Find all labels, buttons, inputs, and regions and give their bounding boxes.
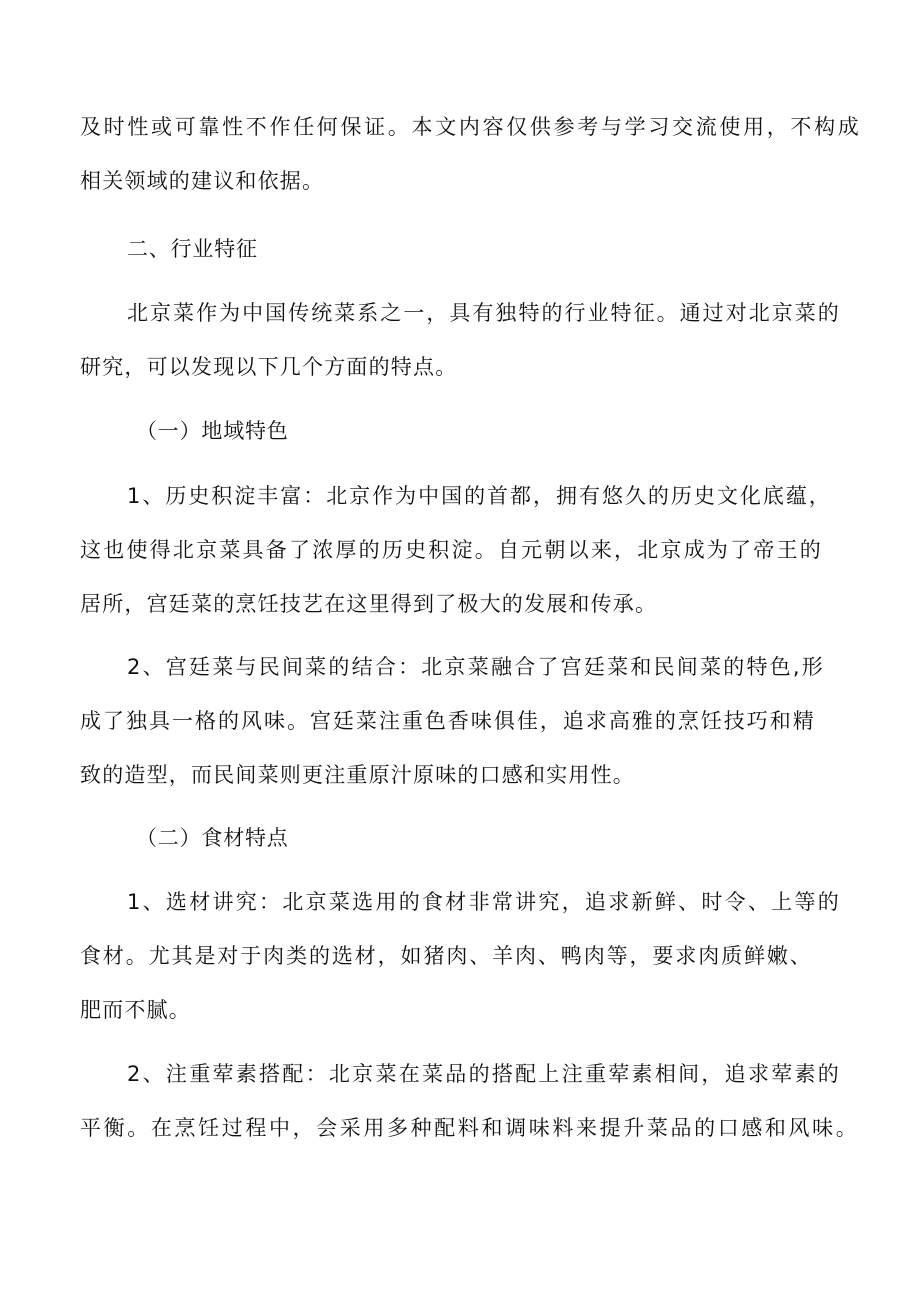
item-1-1-line-2: 这也使得北京菜具备了浓厚的历史积淀。自元朝以来，北京成为了帝王的 [80, 538, 822, 562]
subsection-1-title: （一）地域特色 [136, 419, 289, 443]
item-1-1-line-3: 居所，宫廷菜的烹饪技艺在这里得到了极大的发展和传承。 [80, 592, 658, 616]
item-2-1-line-1: 1、选材讲究：北京菜选用的食材非常讲究，追求新鲜、时令、上等的 [127, 890, 840, 914]
section-title: 二、行业特征 [127, 237, 258, 261]
item-1-2-line-1: 2、宫廷菜与民间菜的结合：北京菜融合了宫廷菜和民间菜的特色,形 [127, 655, 824, 679]
item-1-2-line-3: 致的造型，而民间菜则更注重原汁原味的口感和实用性。 [80, 763, 635, 787]
item-2-1-line-2: 食材。尤其是对于肉类的选材，如猪肉、羊肉、鸭肉等，要求肉质鲜嫩、 [80, 944, 812, 968]
item-1-1-line-1: 1、历史积淀丰富：北京作为中国的首都，拥有悠久的历史文化底蕴， [127, 484, 831, 508]
disclaimer-line-1: 及时性或可靠性不作任何保证。本文内容仅供参考与学习交流使用，不构成 [80, 115, 860, 139]
item-2-2-line-1: 2、注重荤素搭配：北京菜在菜品的搭配上注重荤素相间，追求荤素的 [127, 1062, 840, 1086]
subsection-2-title: （二）食材特点 [136, 826, 289, 850]
intro-line-2: 研究，可以发现以下几个方面的特点。 [80, 355, 458, 379]
disclaimer-line-2: 相关领域的建议和依据。 [80, 169, 325, 193]
intro-line-1: 北京菜作为中国传统菜系之一，具有独特的行业特征。通过对北京菜的 [127, 301, 840, 325]
item-2-1-line-3: 肥而不腻。 [80, 998, 191, 1022]
item-2-2-line-2: 平衡。在烹饪过程中，会采用多种配料和调味料来提升菜品的口感和风味。 [80, 1116, 858, 1140]
item-1-2-line-2: 成了独具一格的风味。宫廷菜注重色香味俱佳，追求高雅的烹饪技巧和精 [80, 709, 815, 733]
